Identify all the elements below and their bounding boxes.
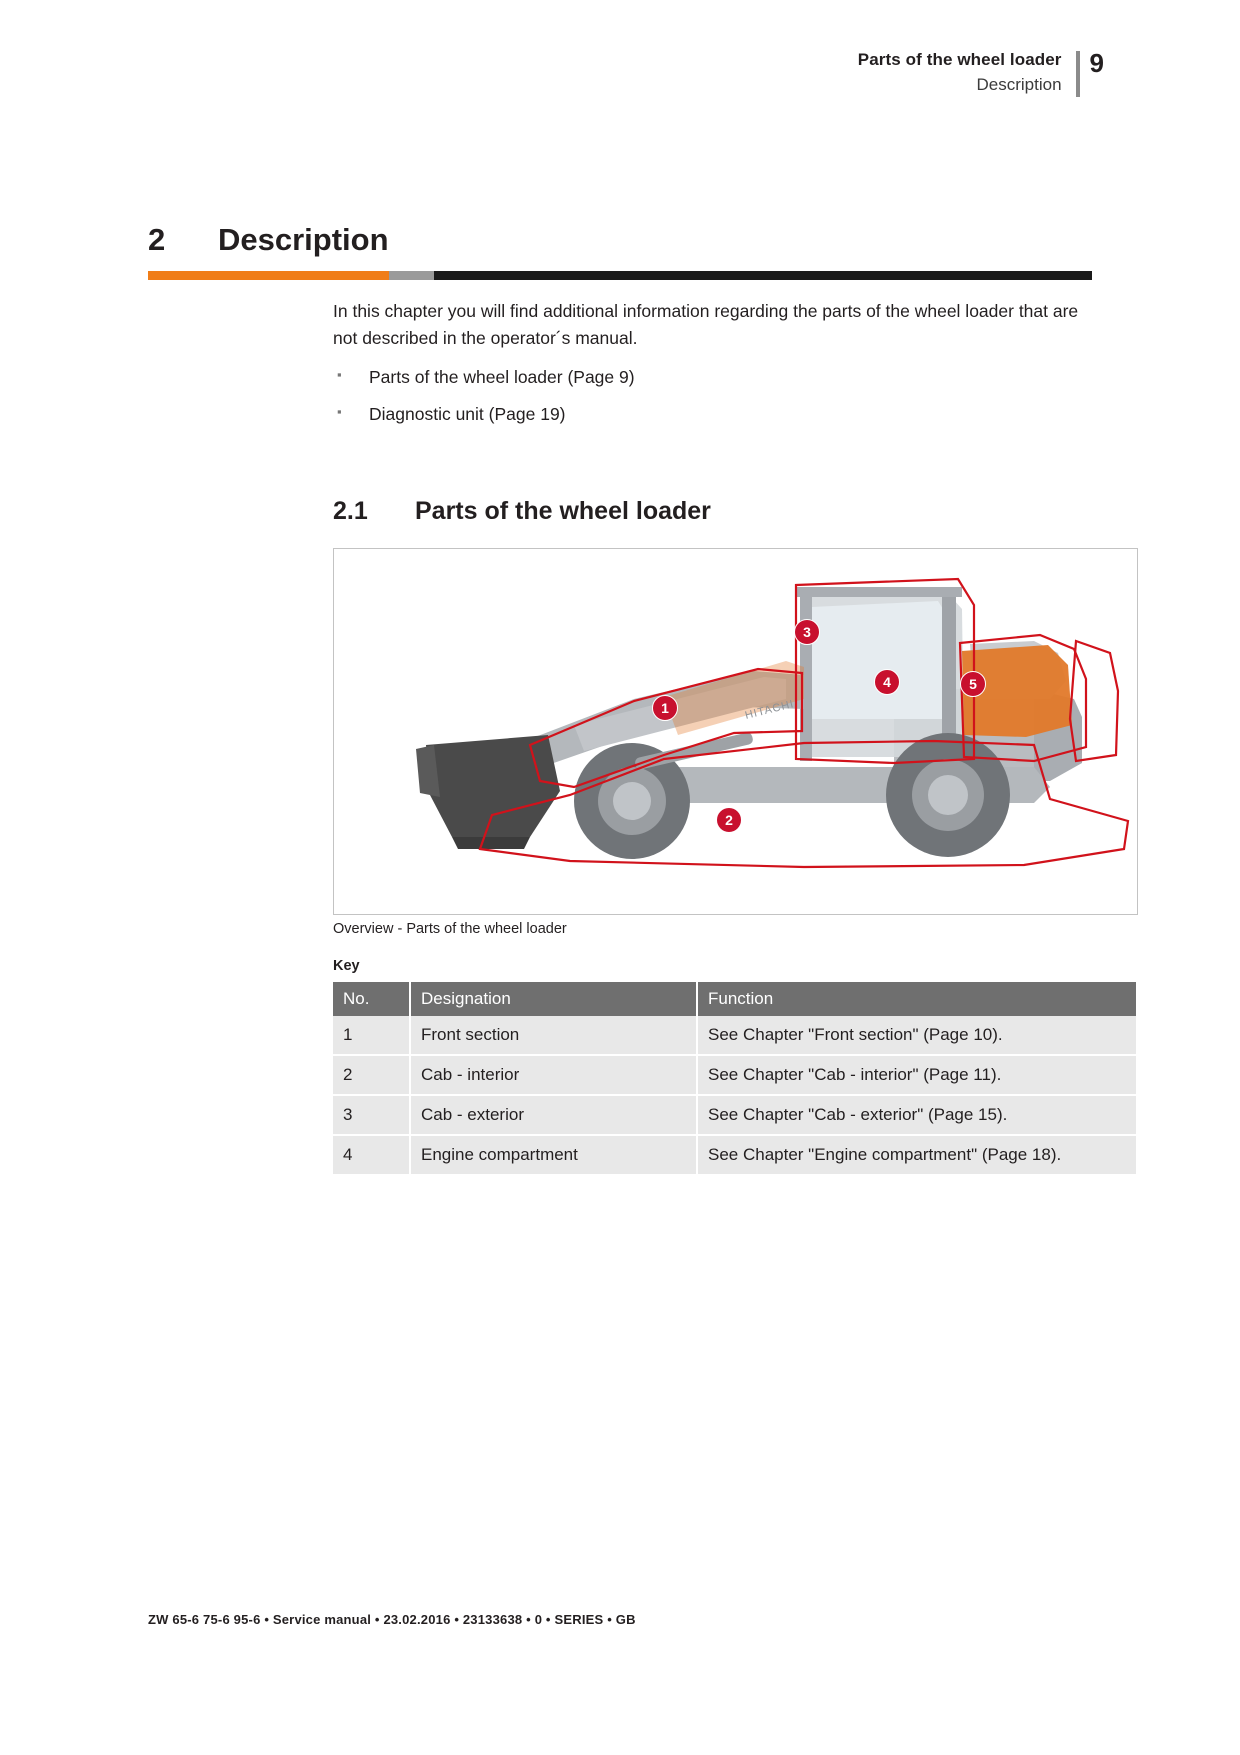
cell-no: 2	[333, 1055, 410, 1095]
list-item	[333, 401, 1093, 428]
chapter-title: Description	[218, 222, 389, 257]
cell-designation: Cab - exterior	[410, 1095, 697, 1135]
header-subtitle: Description	[976, 74, 1062, 94]
chapter-heading-line	[148, 222, 1092, 258]
rule-segment-black	[434, 271, 1092, 280]
table-row	[333, 1016, 1136, 1055]
key-label: Key	[333, 958, 360, 974]
cell-function: See Chapter "Front section" (Page 10).	[697, 1016, 1136, 1055]
column-header-function: Function	[697, 982, 1136, 1016]
section-number: 2.1	[333, 497, 368, 525]
callout-marker-3: 3	[794, 619, 820, 645]
header-title: Parts of the wheel loader	[857, 50, 1062, 69]
key-table	[333, 982, 1136, 1176]
chapter-rule	[148, 271, 1092, 280]
intro-paragraph: In this chapter you will find additional information regarding the parts of the wheel loader that are not described in the operator´s manual.	[333, 301, 1079, 349]
intro-block	[333, 298, 1093, 439]
callout-marker-4: 4	[874, 669, 900, 695]
cell-designation: Front section	[410, 1016, 697, 1055]
svg-text:HITACHI: HITACHI	[743, 698, 796, 722]
wheel-loader-illustration	[334, 549, 1137, 914]
list-item	[333, 364, 1093, 391]
page-header	[858, 48, 1104, 97]
table-header-row	[333, 982, 1136, 1016]
bullet-dot-icon: ▪	[337, 404, 342, 420]
table-row	[333, 1095, 1136, 1135]
callout-marker-2: 2	[716, 807, 742, 833]
figure-caption: Overview - Parts of the wheel loader	[333, 921, 567, 937]
chapter-heading	[148, 222, 1092, 280]
cell-designation: Engine compartment	[410, 1135, 697, 1175]
header-divider	[1076, 51, 1080, 97]
cell-no: 1	[333, 1016, 410, 1055]
column-header-designation: Designation	[410, 982, 697, 1016]
section-heading	[333, 497, 711, 526]
header-text-block	[858, 48, 1062, 97]
cell-function: See Chapter "Cab - interior" (Page 11).	[697, 1055, 1136, 1095]
intro-bullet-list	[333, 364, 1093, 428]
page-number: 9	[1089, 48, 1104, 78]
list-item-label: Parts of the wheel loader (Page 9)	[369, 367, 635, 388]
rule-segment-orange	[148, 271, 389, 280]
cell-function: See Chapter "Cab - exterior" (Page 15).	[697, 1095, 1136, 1135]
section-title: Parts of the wheel loader	[415, 497, 711, 525]
callout-marker-1: 1	[652, 695, 678, 721]
column-header-no: No.	[333, 982, 410, 1016]
cell-designation: Cab - interior	[410, 1055, 697, 1095]
page-footer: ZW 65-6 75-6 95-6 • Service manual • 23.02.2016 • 23133638 • 0 • SERIES • GB	[148, 1612, 636, 1627]
table-row	[333, 1135, 1136, 1175]
list-item-label: Diagnostic unit (Page 19)	[369, 404, 566, 425]
table-row	[333, 1055, 1136, 1095]
chapter-number: 2	[148, 222, 166, 257]
bullet-dot-icon: ▪	[337, 367, 342, 383]
rule-segment-grey	[389, 271, 434, 280]
cell-no: 4	[333, 1135, 410, 1175]
cell-no: 3	[333, 1095, 410, 1135]
wheel-loader-figure	[333, 548, 1138, 915]
callout-marker-5: 5	[960, 671, 986, 697]
cell-function: See Chapter "Engine compartment" (Page 18).	[697, 1135, 1136, 1175]
